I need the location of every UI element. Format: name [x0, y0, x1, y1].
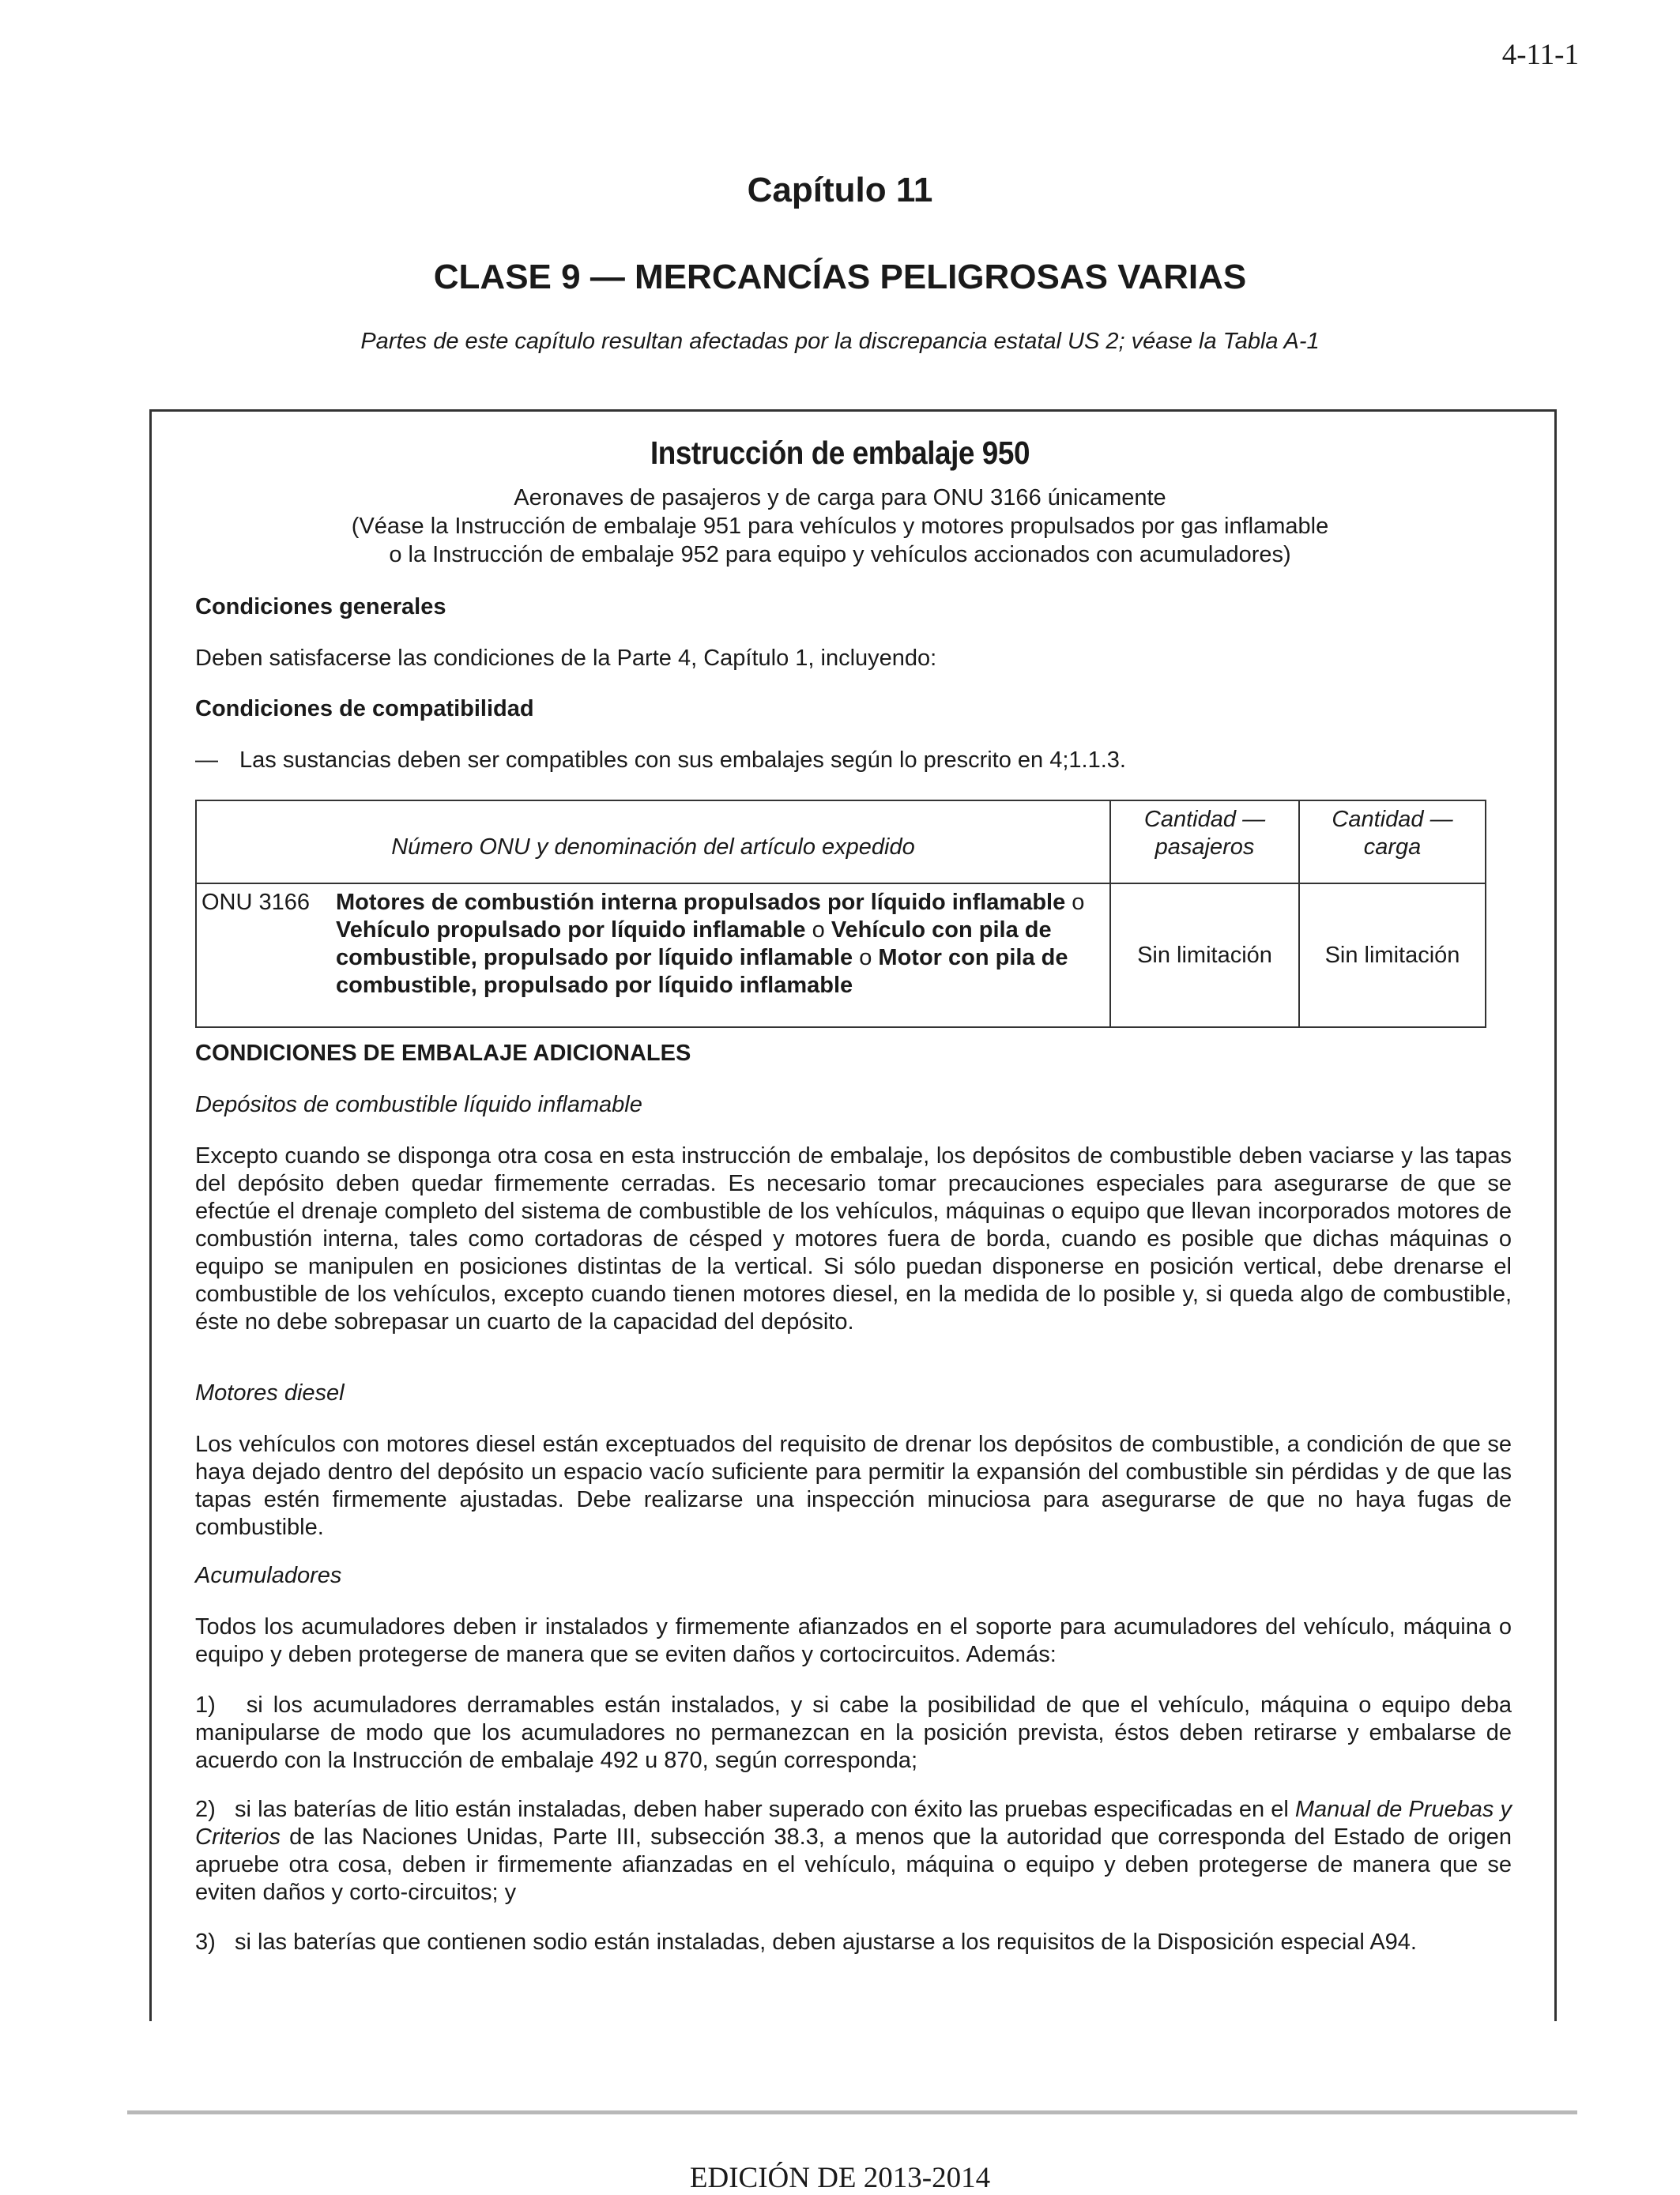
class-title: CLASE 9 — MERCANCÍAS PELIGROSAS VARIAS [433, 258, 1247, 296]
general-conditions-text: Deben satisfacerse las condiciones de la Parte 4, Capítulo 1, incluyendo: [195, 646, 937, 671]
article-conjunction: o [1072, 890, 1085, 915]
fuel-tanks-text: Excepto cuando se disponga otra cosa en esta instrucción de embalaje, los depósitos de combustible deben vaciarse y las tapas del depósito deben quedar firmemente cerradas. Es necesario tomar precauciones especiales para asegurarse de que se efectúe el drenaje completo del sistema de combustible de los vehículos, máquinas o equipo que llevan incorporados motores de combustión interna, tales como cortadoras de césped y motores fuera de borda, cuando es posible que dichas máquinas o equipo se manipulen en posiciones distintas de la vertical. Si sólo puedan disponerse en posición vertical, debe drenarse el combustible de los vehículos, excepto cuando tienen motores diesel, en la medida de lo posible y, si queda algo de combustible, éste no debe sobrepasar un cuarto de la capacidad del depósito. [195, 1143, 1512, 1335]
header-qty-cargo-line-1: Cantidad — [1332, 807, 1453, 832]
chapter-title: Capítulo 11 [747, 171, 933, 209]
fuel-tanks-heading: Depósitos de combustible líquido inflamable [195, 1092, 642, 1117]
instruction-subtitle-line-1: Aeronaves de pasajeros y de carga para ONU 3166 únicamente [514, 485, 1166, 510]
article-name-part: Motor con pila de combustible, propulsado por líquido inflamable [336, 945, 1068, 998]
accumulators-item-1: 1) si los acumuladores derramables están instalados, y si cabe la posibilidad de que el vehículo, máquina o equipo deba manipularse de modo que los acumuladores no permanezcan en la posición prevista, éstos deben retirarse y embalarse de acuerdo con la Instrucción de embalaje 492 u 870, según corresponda; [195, 1692, 1512, 1773]
header-qty-passengers-line-2: pasajeros [1155, 834, 1255, 860]
diesel-engines-text: Los vehículos con motores diesel están exceptuados del requisito de drenar los depósitos de combustible, a condición de que se haya dejado dentro del depósito un espacio vacío suficiente para permitir la expansión del combustible sin pérdidas y de que las tapas estén firmemente ajustadas. Debe realizarse una inspección minuciosa para asegurarse de que no haya fugas de combustible. [195, 1432, 1512, 1540]
article-name-part: Vehículo propulsado por líquido inflamable [336, 917, 806, 943]
table-row [196, 883, 1486, 1027]
article-conjunction: o [812, 917, 825, 943]
general-conditions-heading: Condiciones generales [195, 594, 446, 619]
accumulators-item-2 [195, 1796, 1512, 1907]
page-number: 4-11-1 [1501, 39, 1579, 71]
compatibility-text: Las sustancias deben ser compatibles con sus embalajes según lo prescrito en 4;1.1.3. [239, 747, 1126, 773]
table-header-row [196, 800, 1486, 883]
accumulators-heading: Acumuladores [195, 1563, 342, 1588]
item-2-text-b: de las Naciones Unidas, Parte III, subsección 38.3, a menos que la autoridad que corresponda del Estado de origen apruebe otra cosa, deben ir firmemente afianzadas en el vehículo, máquina o equipo y deben protegerse de manera que se eviten daños y corto-circuitos; y [195, 1824, 1512, 1905]
un-number: ONU 3166 [202, 890, 311, 915]
item-2-text-a: 2) si las baterías de litio están instaladas, deben haber superado con éxito las pruebas especificadas en el [195, 1797, 1295, 1822]
instruction-subtitle-line-2: (Véase la Instrucción de embalaje 951 para vehículos y motores propulsados por gas inflamable [351, 514, 1329, 539]
packing-instruction-title: Instrucción de embalaje 950 [650, 435, 1030, 471]
header-qty-cargo-line-2: carga [1363, 834, 1422, 860]
additional-conditions-heading: CONDICIONES DE EMBALAJE ADICIONALES [195, 1041, 691, 1066]
header-qty-cargo [1299, 800, 1486, 883]
compatibility-dash: — [195, 747, 218, 773]
header-qty-passengers-line-1: Cantidad — [1143, 807, 1266, 832]
header-qty-passengers [1110, 800, 1299, 883]
accumulators-item-3: 3) si las baterías que contienen sodio están instaladas, deben ajustarse a los requisitos de la Disposición especial A94. [195, 1930, 1417, 1955]
diesel-engines-heading: Motores diesel [195, 1380, 345, 1406]
edition-footer: EDICIÓN DE 2013-2014 [689, 2162, 991, 2194]
article-name [336, 889, 1105, 1000]
article-cell [196, 883, 1110, 1027]
qty-passengers-value: Sin limitación [1110, 883, 1299, 1027]
item-2-manual-title: Manual de Pruebas y Criterios [195, 1797, 1512, 1850]
header-name-cell: Número ONU y denominación del artículo expedido [196, 800, 1110, 883]
goods-table [195, 800, 1486, 1028]
article-name-part: Vehículo con pila de combustible, propulsado por líquido inflamable [336, 917, 1052, 970]
article-name-part: Motores de combustión interna propulsados por líquido inflamable [336, 890, 1066, 915]
accumulators-text: Todos los acumuladores deben ir instalados y firmemente afianzados en el soporte para acumuladores del vehículo, máquina o equipo y deben protegerse de manera que se eviten daños y cortocircuitos. Además: [195, 1614, 1512, 1667]
footer-rule [127, 2110, 1577, 2114]
article-conjunction: o [859, 945, 872, 970]
compatibility-heading: Condiciones de compatibilidad [195, 696, 534, 721]
instruction-subtitle-line-3: o la Instrucción de embalaje 952 para equipo y vehículos accionados con acumuladores) [389, 542, 1291, 567]
qty-cargo-value: Sin limitación [1299, 883, 1486, 1027]
discrepancy-note: Partes de este capítulo resultan afectadas por la discrepancia estatal US 2; véase la Tabla A-1 [360, 329, 1320, 354]
